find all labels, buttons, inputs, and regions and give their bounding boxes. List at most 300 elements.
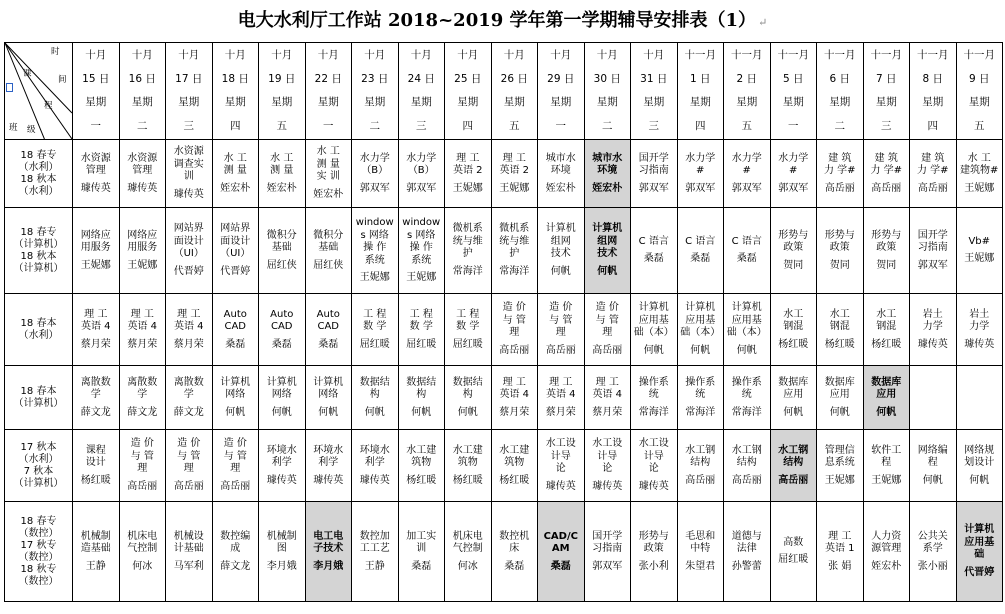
course-name: 形势与 政策 [824,229,855,253]
schedule-cell [212,294,259,366]
teacher-name: 何帆 [411,406,432,418]
title-text: 电大水利厅工作站 2018~2019 学年第一学期辅导安排表（1） [237,10,757,31]
teacher-name: 姪宏朴 [220,182,251,194]
schedule-cell [817,430,864,502]
schedule-cell [631,430,678,502]
teacher-name: 蔡月荣 [499,406,530,418]
schedule-cell [259,294,306,366]
weekday-prefix: 星期 [85,96,107,109]
teacher-name: 王妮娜 [80,259,111,271]
schedule-cell [817,294,864,366]
course-name: 水工 钢混 [829,308,850,332]
teacher-name: 薛文龙 [80,406,111,418]
teacher-name: 蔡月荣 [127,338,158,350]
course-name: 网站界 面设计 （UI） [173,223,204,260]
course-name: 水 工 测 量 实 训 [316,146,340,183]
course-name: 水力学 # [731,152,762,176]
teacher-name: 屈红侠 [266,259,297,271]
schedule-cell [956,430,1003,502]
schedule-cell [724,140,771,208]
schedule-cell [352,366,399,430]
course-name: 计算机 应用基 础（本） [633,302,674,339]
schedule-cell [305,208,352,294]
course-name: 机械制 图 [266,530,297,554]
corner-label-ban: 班 [9,123,18,133]
schedule-cell [166,140,213,208]
schedule-cell [724,208,771,294]
schedule-cell [770,208,817,294]
course-name: 离散数 学 [80,376,111,400]
teacher-name: 高岳丽 [871,182,902,194]
schedule-cell [398,366,445,430]
teacher-name: 王妮娜 [964,182,995,194]
teacher-name: 屈红暖 [778,554,809,566]
schedule-cell [538,208,585,294]
schedule-cell [956,140,1003,208]
weekday-label: 三 [881,119,892,132]
class-label: 18 春本 （水利） [5,294,73,366]
course-name: 环境水 利学 [266,444,297,468]
class-row [5,366,1003,430]
teacher-name: 杨红暖 [778,338,809,350]
date-header-cell [119,43,166,140]
course-name: 水工设 计导 论 [638,438,669,475]
month-label: 十一月 [684,49,716,62]
course-name: 计算机 应用基 础（本） [726,302,767,339]
month-label: 十月 [643,49,665,62]
teacher-name: 高岳丽 [545,344,576,356]
schedule-cell [538,294,585,366]
teacher-name: 何帆 [225,406,246,418]
month-label: 十月 [85,49,107,62]
course-name: C 语言 [731,235,762,247]
weekday-prefix: 星期 [550,96,572,109]
teacher-name: 璩传英 [359,474,390,486]
weekday-label: 二 [834,119,845,132]
day-label: 7 日 [875,72,897,85]
teacher-name: 贺同 [783,259,804,271]
course-name: CAD/C AM [543,530,578,554]
day-label: 26 日 [500,72,528,85]
schedule-cell [166,208,213,294]
date-header-cell [863,43,910,140]
schedule-cell [817,502,864,602]
course-name: 网站界 面设计 （UI） [220,223,251,260]
schedule-cell [910,294,957,366]
teacher-name: 王妮娜 [127,259,158,271]
teacher-name: 张小丽 [917,560,948,572]
schedule-cell [119,502,166,602]
weekday-prefix: 星期 [875,96,897,109]
course-name: 计算机 组网 技术 [592,223,623,260]
schedule-cell [584,208,631,294]
course-name: 水力学 # [685,152,716,176]
teacher-name: 桑磊 [225,338,246,350]
schedule-cell [445,208,492,294]
schedule-cell [305,294,352,366]
schedule-cell [770,366,817,430]
schedule-cell [956,366,1003,430]
course-name: 理 工 英语 2 [452,152,483,176]
teacher-name: 蔡月荣 [80,338,111,350]
schedule-cell [817,366,864,430]
teacher-name: 常海洋 [638,406,669,418]
schedule-cell [910,140,957,208]
schedule-cell [166,502,213,602]
teacher-name: 张 娟 [828,560,852,572]
teacher-name: 屈红暖 [359,338,390,350]
course-name: window s 网络 操 作 系统 [402,217,441,266]
schedule-cell [259,366,306,430]
schedule-cell [817,208,864,294]
schedule-cell [910,430,957,502]
teacher-name: 姪宏朴 [545,182,576,194]
weekday-label: 二 [369,119,380,132]
schedule-cell [910,208,957,294]
teacher-name: 屈红侠 [313,259,344,271]
schedule-cell [538,502,585,602]
date-header-cell [73,43,120,140]
schedule-cell [677,294,724,366]
teacher-name: 璩传英 [964,338,995,350]
course-name: 水力学 （B） [406,152,437,176]
course-name: 水工设 计导 论 [592,438,623,475]
day-label: 31 日 [640,72,668,85]
weekday-label: 一 [555,119,566,132]
course-name: 理 工 英语 4 [545,376,576,400]
course-name: 操作系 统 [685,376,716,400]
teacher-name: 璩传英 [80,182,111,194]
schedule-cell [538,430,585,502]
course-name: 形势与 政策 [871,229,902,253]
course-name: 水 工 建筑物# [960,152,999,176]
course-name: 操作系 统 [731,376,762,400]
date-header-cell [398,43,445,140]
course-name: 国开学 习指南 [638,152,669,176]
course-name: 理 工 英语 2 [499,152,530,176]
course-name: 形势与 政策 [638,530,669,554]
teacher-name: 王妮娜 [824,474,855,486]
schedule-cell [212,208,259,294]
schedule-cell [631,366,678,430]
month-label: 十月 [364,49,386,62]
course-name: 加工实 训 [406,530,437,554]
teacher-name: 王妮娜 [359,272,390,283]
weekday-label: 三 [416,119,427,132]
teacher-name: 高岳丽 [499,344,530,356]
month-label: 十月 [596,49,618,62]
teacher-name: 璩传英 [313,474,344,486]
schedule-cell [352,294,399,366]
course-name: 数据库 应用 [778,376,809,400]
course-name: 水工建 筑物 [406,444,437,468]
teacher-name: 桑磊 [550,560,571,572]
schedule-cell [212,140,259,208]
teacher-name: 何冰 [457,560,478,572]
schedule-cell [352,502,399,602]
schedule-cell [863,294,910,366]
course-name: 网络应 用服务 [127,229,158,253]
course-name: 造 价 与 管 理 [502,302,526,339]
course-name: 网络编 程 [917,444,948,468]
schedule-cell [212,366,259,430]
schedule-cell [352,208,399,294]
teacher-name: 王静 [85,560,106,572]
course-name: 计算机 应用基 础（本） [680,302,721,339]
course-name: 管理信 息系统 [824,444,855,468]
teacher-name: 郭双军 [778,182,809,194]
weekday-prefix: 星期 [643,96,665,109]
month-label: 十月 [550,49,572,62]
day-label: 24 日 [407,72,435,85]
teacher-name: 姪宏朴 [592,182,623,194]
course-name: 机床电 气控制 [452,530,483,554]
course-name: 工 程 数 学 [363,308,387,332]
course-name: Auto CAD [223,308,247,332]
schedule-cell [956,294,1003,366]
teacher-name: 桑磊 [411,560,432,572]
schedule-cell [863,140,910,208]
course-name: 微机系 统与维 护 [499,223,530,260]
course-name: Auto CAD [316,308,340,332]
course-name: 网络规 划设计 [964,444,995,468]
weekday-prefix: 星期 [364,96,386,109]
teacher-name: 何帆 [876,406,897,418]
course-name: 计算机 网络 [220,376,251,400]
schedule-cell [398,140,445,208]
schedule-cell [259,430,306,502]
day-label: 9 日 [968,72,990,85]
teacher-name: 桑磊 [736,253,757,265]
day-label: 15 日 [82,72,110,85]
date-header-cell [259,43,306,140]
course-name: 建 筑 力 学# [823,152,856,176]
schedule-cell [770,502,817,602]
class-label: 18 春专 （水利） 18 秋本 （水利） [5,140,73,208]
day-label: 25 日 [454,72,482,85]
day-label: 6 日 [829,72,851,85]
schedule-cell [724,366,771,430]
schedule-cell [677,366,724,430]
date-header-cell [352,43,399,140]
course-name: 水 工 测 量 [223,152,247,176]
class-row [5,430,1003,502]
weekday-label: 五 [974,119,985,132]
teacher-name: 李月娥 [313,560,344,572]
course-name: 理 工 英语 4 [173,308,204,332]
date-header-cell [491,43,538,140]
weekday-prefix: 星期 [271,96,293,109]
teacher-name: 高岳丽 [731,474,762,486]
schedule-cell [584,366,631,430]
teacher-name: 薛文龙 [127,406,158,418]
schedule-cell [584,430,631,502]
teacher-name: 璩传英 [592,480,623,492]
class-label: 18 春本 （计算机） [5,366,73,430]
schedule-cell [445,430,492,502]
course-name: 水力学 # [778,152,809,176]
course-name: 岩土 力学 [922,308,943,332]
course-name: 水资源 调查实 训 [173,146,204,183]
schedule-cell [491,294,538,366]
schedule-cell [73,294,120,366]
course-name: 建 筑 力 学# [870,152,903,176]
header-row [5,43,1003,140]
teacher-name: 何冰 [132,560,153,572]
schedule-body [5,43,1003,602]
schedule-cell [445,502,492,602]
schedule-cell [398,502,445,602]
month-label: 十月 [503,49,525,62]
day-label: 8 日 [922,72,944,85]
month-label: 十月 [457,49,479,62]
course-name: C 语言 [685,235,716,247]
teacher-name: 郭双军 [592,560,623,572]
teacher-name: 何帆 [643,344,664,356]
date-header-cell [724,43,771,140]
course-name: 高数 [783,536,804,548]
date-header-cell [584,43,631,140]
schedule-cell [491,430,538,502]
course-name: 数控机 床 [499,530,530,554]
day-label: 18 日 [221,72,249,85]
teacher-name: 高岳丽 [824,182,855,194]
teacher-name: 杨红暖 [406,474,437,486]
class-label: 17 秋本 （水利） 7 秋本 （计算机） [5,430,73,502]
teacher-name: 姪宏朴 [871,560,902,572]
course-name: 毛思和 中特 [685,530,716,554]
schedule-cell [212,502,259,602]
date-header-cell [305,43,352,140]
schedule-cell [677,430,724,502]
date-header-cell [538,43,585,140]
course-name: 微机系 统与维 护 [452,223,483,260]
teacher-name: 高岳丽 [685,474,716,486]
teacher-name: 常海洋 [452,265,483,277]
date-header-cell [817,43,864,140]
weekday-prefix: 星期 [922,96,944,109]
date-header-cell [910,43,957,140]
course-name: 课程 设计 [85,444,106,468]
teacher-name: 桑磊 [643,253,664,265]
teacher-name: 何帆 [318,406,339,418]
schedule-cell [166,294,213,366]
day-label: 1 日 [689,72,711,85]
teacher-name: 璩传英 [173,188,204,200]
date-header-cell [166,43,213,140]
weekday-prefix: 星期 [968,96,990,109]
weekday-prefix: 星期 [178,96,200,109]
schedule-cell [119,208,166,294]
course-name: 环境水 利学 [359,444,390,468]
schedule-cell [770,430,817,502]
schedule-cell [956,208,1003,294]
schedule-cell [119,430,166,502]
day-label: 5 日 [782,72,804,85]
schedule-cell [73,366,120,430]
day-label: 22 日 [314,72,342,85]
course-name: 计算机 网络 [266,376,297,400]
class-row [5,140,1003,208]
course-name: 微积分 基础 [313,229,344,253]
schedule-cell [166,366,213,430]
schedule-cell [305,430,352,502]
schedule-cell [584,140,631,208]
course-name: 离散数 学 [127,376,158,400]
teacher-name: 屈红暖 [452,338,483,350]
schedule-cell [863,208,910,294]
course-name: 水工钢 结构 [731,444,762,468]
teacher-name: 璩传英 [638,480,669,492]
course-name: 电工电 子技术 [313,530,344,554]
schedule-cell [724,294,771,366]
weekday-label: 一 [323,119,334,132]
course-name: 水工设 计导 论 [545,438,576,475]
schedule-cell [491,208,538,294]
month-label: 十一月 [917,49,949,62]
schedule-cell [73,502,120,602]
table-anchor-icon [6,83,13,92]
schedule-cell [445,366,492,430]
weekday-prefix: 星期 [782,96,804,109]
schedule-cell [677,502,724,602]
course-name: 计算机 网络 [313,376,344,400]
teacher-name: 代晋婷 [964,566,995,578]
course-name: 岩土 力学 [969,308,990,332]
course-name: 数据结 构 [359,376,390,400]
teacher-name: 杨红暖 [499,474,530,486]
month-label: 十一月 [731,49,763,62]
teacher-name: 何帆 [736,344,757,356]
course-name: 造 价 与 管 理 [177,438,201,475]
course-name: 数控加 工工艺 [359,530,390,554]
day-label: 16 日 [128,72,156,85]
weekday-prefix: 星期 [503,96,525,109]
corner-cell [5,43,73,140]
course-name: 人力资 源管理 [871,530,902,554]
course-name: 理 工 英语 4 [127,308,158,332]
teacher-name: 蔡月荣 [592,406,623,418]
day-label: 2 日 [736,72,758,85]
schedule-cell [677,140,724,208]
course-name: 数据结 构 [406,376,437,400]
schedule-cell [956,502,1003,602]
course-name: 形势与 政策 [778,229,809,253]
course-name: 水工建 筑物 [499,444,530,468]
course-name: 理 工 英语 4 [592,376,623,400]
course-name: 水工 钢混 [783,308,804,332]
teacher-name: 何帆 [597,265,618,277]
schedule-cell [817,140,864,208]
teacher-name: 桑磊 [271,338,292,350]
schedule-cell [259,140,306,208]
teacher-name: 屈红暖 [406,338,437,350]
weekday-label: 四 [695,119,706,132]
schedule-cell [538,366,585,430]
schedule-cell [863,502,910,602]
teacher-name: 高岳丽 [127,480,158,492]
teacher-name: 马军利 [173,560,204,572]
class-label: 18 春专 （计算机） 18 秋本 （计算机） [5,208,73,294]
date-header-cell [677,43,724,140]
schedule-cell [398,294,445,366]
schedule-cell [910,366,957,430]
schedule-cell [119,366,166,430]
month-label: 十一月 [870,49,902,62]
schedule-cell [119,140,166,208]
schedule-cell [352,140,399,208]
course-name: 水力学 （B） [359,152,390,176]
